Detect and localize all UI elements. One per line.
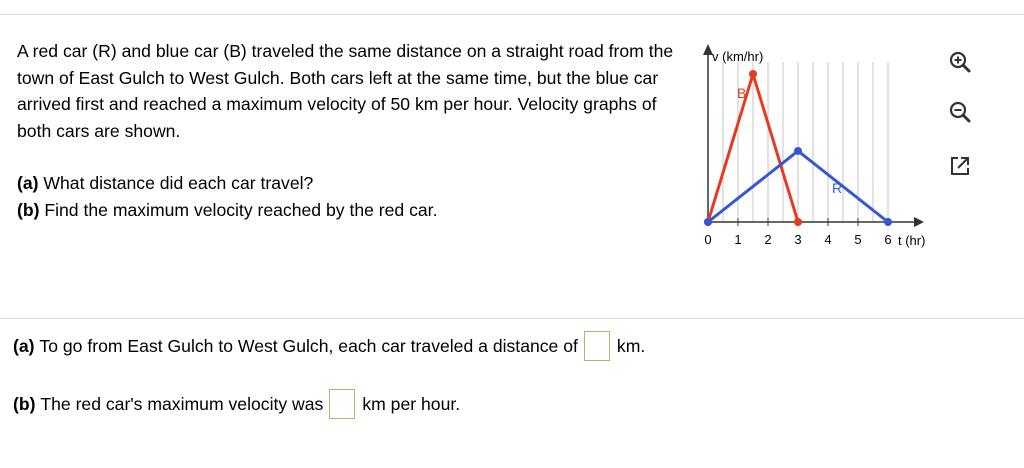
x-tick-label: 6 bbox=[884, 232, 892, 247]
x-tick-label: 3 bbox=[794, 232, 802, 247]
answer-a bbox=[13, 331, 645, 361]
x-axis-label: t (hr) bbox=[898, 233, 926, 248]
middle-divider bbox=[0, 318, 1024, 319]
question-a-tag: (a) bbox=[17, 173, 39, 193]
answer-a-unit: km. bbox=[616, 335, 646, 356]
zoom-in-icon bbox=[948, 50, 972, 74]
x-tick-label: 2 bbox=[764, 232, 772, 247]
graph-toolbar bbox=[940, 42, 980, 212]
zoom-in-button[interactable] bbox=[940, 42, 980, 82]
x-tick-label: 0 bbox=[704, 232, 712, 247]
answer-a-tag: (a) bbox=[13, 335, 35, 356]
y-axis-label: v (km/hr) bbox=[712, 49, 764, 64]
problem-intro: A red car (R) and blue car (B) traveled the same distance on a straight road from the town of East Gulch to West Gulch. Both cars left at the same time, but the blue car arrived first and reached a maximum velocity of 50 km per hour. Velocity graphs of both cars are shown. bbox=[17, 41, 674, 141]
x-tick-label: 5 bbox=[854, 232, 862, 247]
answer-b-unit: km per hour. bbox=[362, 393, 461, 414]
series-point-b bbox=[749, 70, 757, 78]
velocity-graph bbox=[690, 38, 930, 288]
problem-statement bbox=[17, 38, 677, 223]
question-a bbox=[17, 170, 677, 197]
question-b bbox=[17, 197, 677, 224]
series-point-b bbox=[794, 218, 802, 226]
question-b-tag: (b) bbox=[17, 199, 40, 220]
answer-a-text: To go from East Gulch to West Gulch, each car traveled a distance of bbox=[39, 335, 578, 356]
answer-b bbox=[13, 389, 460, 419]
zoom-out-button[interactable] bbox=[940, 92, 980, 132]
series-point-r bbox=[704, 218, 712, 226]
series-label-r: R bbox=[832, 179, 843, 196]
question-a-text: What distance did each car travel? bbox=[43, 173, 314, 193]
answer-b-tag: (b) bbox=[13, 393, 36, 414]
open-external-icon bbox=[949, 155, 971, 177]
series-label-b: B bbox=[737, 85, 747, 101]
x-axis-arrow bbox=[914, 217, 924, 227]
x-tick-labels bbox=[704, 232, 891, 247]
x-tick-label: 4 bbox=[824, 232, 832, 247]
graph-gridlines bbox=[723, 62, 888, 222]
red-max-velocity-input[interactable] bbox=[329, 389, 355, 419]
x-tick-label: 1 bbox=[734, 232, 742, 247]
series-point-r bbox=[794, 147, 802, 155]
top-divider bbox=[0, 14, 1024, 15]
zoom-out-icon bbox=[948, 100, 972, 124]
answer-b-text: The red car's maximum velocity was bbox=[40, 393, 324, 414]
question-b-text: Find the maximum velocity reached by the red car. bbox=[44, 199, 438, 220]
distance-input[interactable] bbox=[584, 331, 610, 361]
open-external-button[interactable] bbox=[940, 146, 980, 186]
series-point-r bbox=[884, 218, 892, 226]
